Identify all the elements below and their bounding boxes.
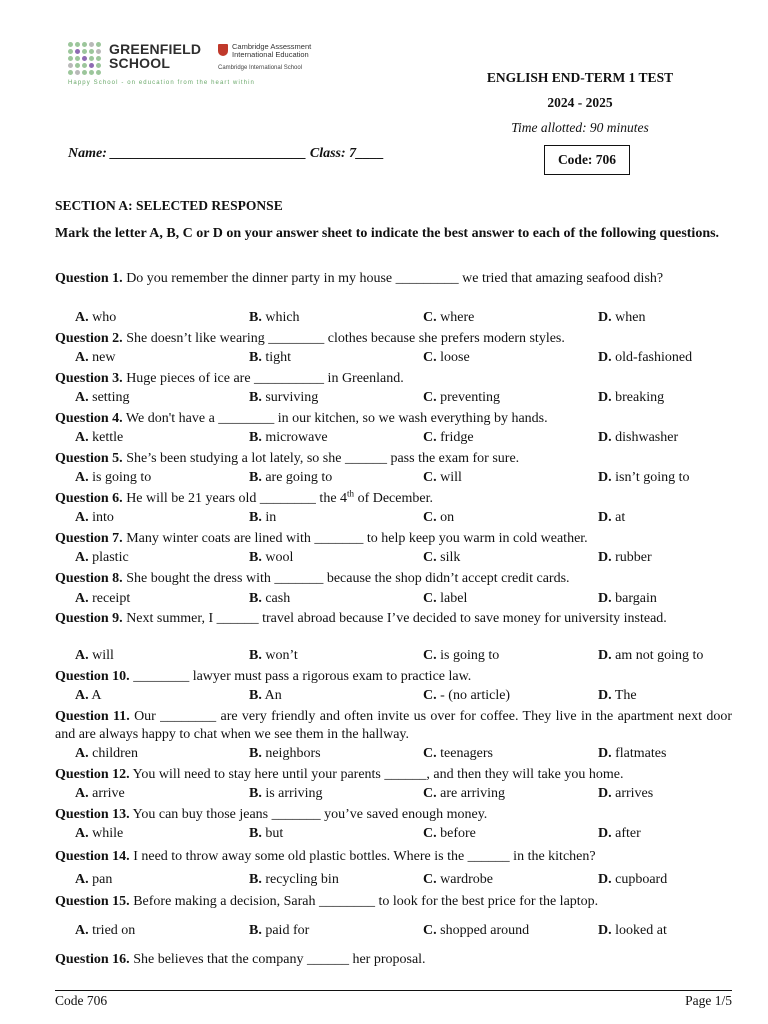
option-text: won’t (265, 648, 298, 663)
answer-option (249, 922, 309, 940)
option-letter: C. (423, 390, 437, 405)
code-box: Code: 706 (544, 145, 630, 175)
answer-option (423, 745, 493, 763)
answer-option (75, 509, 114, 527)
answer-option (423, 687, 510, 705)
option-letter: D. (598, 826, 612, 841)
answer-option (75, 590, 130, 608)
answer-option (249, 590, 290, 608)
option-text: teenagers (440, 746, 493, 761)
option-letter: B. (249, 430, 262, 445)
answer-option (598, 549, 652, 567)
option-letter: C. (423, 688, 437, 703)
question-label: Question 2. (55, 331, 123, 346)
question-5 (55, 450, 732, 468)
test-title: ENGLISH END-TERM 1 TEST (486, 70, 674, 85)
option-text: wardrobe (440, 872, 493, 887)
answer-option (423, 785, 505, 803)
section-title: SECTION A: SELECTED RESPONSE (55, 198, 283, 213)
option-text: before (440, 826, 476, 841)
option-letter: A. (75, 550, 89, 565)
answer-option (75, 785, 125, 803)
option-text: looked at (615, 923, 667, 938)
option-letter: B. (249, 550, 262, 565)
option-letter: A. (75, 591, 89, 606)
answer-options-15 (75, 922, 755, 940)
answer-options-3 (75, 389, 755, 407)
option-letter: C. (423, 470, 437, 485)
option-text: arrive (92, 786, 125, 801)
answer-options-6 (75, 509, 755, 527)
option-letter: B. (249, 688, 262, 703)
option-text: bargain (615, 591, 657, 606)
option-letter: A. (75, 746, 89, 761)
option-letter: B. (249, 786, 262, 801)
question-text: She bought the dress with _______ because the shop didn’t accept credit cards. (122, 571, 570, 586)
option-letter: C. (423, 872, 437, 887)
option-letter: A. (75, 470, 89, 485)
option-letter: B. (249, 826, 262, 841)
answer-option (249, 687, 282, 705)
option-letter: B. (249, 390, 262, 405)
question-label: Question 5. (55, 451, 123, 466)
answer-option (249, 871, 339, 889)
answer-option (423, 825, 476, 843)
question-text: She’s been studying a lot lately, so she ______ pass the exam for sure. (122, 451, 520, 466)
option-text: plastic (92, 550, 129, 565)
option-letter: B. (249, 872, 262, 887)
name-class-line: Name: ____________________________ Class: 7____ (68, 146, 385, 161)
school-logo-dots (68, 42, 104, 78)
option-letter: A. (75, 923, 89, 938)
option-letter: B. (249, 746, 262, 761)
question-text: She believes that the company ______ her proposal. (129, 952, 426, 967)
option-letter: D. (598, 648, 612, 663)
question-label: Question 15. (55, 894, 130, 909)
answer-options-1 (75, 309, 755, 327)
question-label: Question 13. (55, 807, 130, 822)
question-text: Do you remember the dinner party in my house _________ we tried that amazing seafood dish? (122, 271, 664, 286)
option-letter: A. (75, 430, 89, 445)
school-slogan: Happy School - on education from the heart within (68, 80, 255, 86)
question-15 (55, 893, 732, 911)
question-label: Question 7. (55, 531, 123, 546)
option-letter: C. (423, 310, 437, 325)
footer-code: Code 706 (55, 993, 108, 1008)
option-text: receipt (92, 591, 131, 606)
option-text: neighbors (265, 746, 321, 761)
option-text: will (440, 470, 462, 485)
option-text: am not going to (615, 648, 704, 663)
option-text: rubber (615, 550, 652, 565)
option-text: at (615, 510, 626, 525)
question-7 (55, 530, 732, 548)
option-text: into (92, 510, 114, 525)
option-letter: B. (249, 310, 262, 325)
school-year: 2024 - 2025 (547, 95, 613, 110)
answer-option (598, 509, 625, 527)
answer-options-13 (75, 825, 755, 843)
option-letter: D. (598, 390, 612, 405)
option-letter: D. (598, 310, 612, 325)
question-label: Question 6. (55, 491, 123, 506)
option-text: is arriving (265, 786, 323, 801)
answer-options-2 (75, 349, 755, 367)
option-text: silk (440, 550, 461, 565)
option-text: are going to (265, 470, 333, 485)
answer-option (249, 745, 321, 763)
answer-option (423, 647, 499, 665)
answer-option (598, 309, 645, 327)
option-letter: B. (249, 591, 262, 606)
option-letter: D. (598, 923, 612, 938)
option-text: setting (92, 390, 130, 405)
answer-options-5 (75, 469, 755, 487)
question-text: We don't have a ________ in our kitchen, so we wash everything by hands. (122, 411, 548, 426)
option-text: while (92, 826, 124, 841)
answer-option (75, 469, 151, 487)
cambridge-shield-icon (218, 44, 228, 56)
option-text: new (92, 350, 116, 365)
answer-option (598, 871, 667, 889)
footer-page-number: Page 1/5 (685, 993, 732, 1008)
option-text: are arriving (440, 786, 506, 801)
option-letter: A. (75, 310, 89, 325)
option-letter: A. (75, 648, 89, 663)
option-text: breaking (615, 390, 665, 405)
answer-options-10 (75, 687, 755, 705)
option-letter: D. (598, 550, 612, 565)
section-instruction: Mark the letter A, B, C or D on your answer sheet to indicate the best answer to each of the following questions. (55, 226, 720, 241)
option-text: - (no article) (440, 688, 511, 703)
question-label: Question 12. (55, 767, 130, 782)
option-text: The (614, 688, 637, 703)
option-text: old-fashioned (615, 350, 693, 365)
option-text: label (440, 591, 468, 606)
question-text: ________ lawyer must pass a rigorous exam to practice law. (129, 669, 472, 684)
answer-options-7 (75, 549, 755, 567)
option-letter: B. (249, 648, 262, 663)
time-allotted: Time allotted: 90 minutes (511, 120, 649, 135)
question-label: Question 1. (55, 271, 123, 286)
question-2 (55, 330, 732, 348)
option-text: but (265, 826, 284, 841)
option-letter: C. (423, 746, 437, 761)
answer-option (75, 429, 123, 447)
option-letter: D. (598, 350, 612, 365)
option-text: where (440, 310, 475, 325)
option-letter: A. (75, 786, 89, 801)
question-8 (55, 570, 732, 588)
answer-option (249, 429, 328, 447)
answer-option (75, 349, 115, 367)
option-letter: D. (598, 591, 612, 606)
option-text: wool (265, 550, 294, 565)
question-text: You will need to stay here until your parents ______, and then they will take you home. (129, 767, 624, 782)
answer-option (598, 429, 678, 447)
question-14 (55, 848, 732, 866)
option-letter: A. (75, 688, 89, 703)
question-label: Question 14. (55, 849, 130, 864)
question-11 (55, 708, 732, 744)
answer-options-4 (75, 429, 755, 447)
option-letter: B. (249, 470, 262, 485)
school-logo: GREENFIELD SCHOOL Cambridge Assessment International Education Cambridge International School Happy School - on education from the heart within (68, 41, 312, 86)
answer-options-14 (75, 871, 755, 889)
option-letter: D. (598, 872, 612, 887)
question-superscript: th (347, 488, 355, 499)
answer-option (75, 309, 116, 327)
option-text: recycling bin (265, 872, 339, 887)
option-text: arrives (615, 786, 654, 801)
answer-option (423, 590, 467, 608)
answer-option (75, 745, 138, 763)
option-text: microwave (265, 430, 328, 445)
answer-option (598, 389, 664, 407)
answer-option (598, 745, 666, 763)
option-letter: C. (423, 550, 437, 565)
answer-option (75, 549, 129, 567)
option-letter: C. (423, 430, 437, 445)
option-letter: A. (75, 510, 89, 525)
question-text: He will be 21 years old ________ the 4 (122, 491, 348, 506)
answer-option (598, 590, 657, 608)
answer-option (423, 922, 529, 940)
option-text: will (92, 648, 114, 663)
answer-option (598, 825, 641, 843)
answer-option (249, 549, 293, 567)
answer-option (75, 825, 123, 843)
option-text: when (615, 310, 646, 325)
option-text: after (615, 826, 641, 841)
option-letter: A. (75, 826, 89, 841)
option-text: pan (92, 872, 113, 887)
option-letter: C. (423, 923, 437, 938)
option-letter: B. (249, 350, 262, 365)
option-letter: D. (598, 510, 612, 525)
option-text: An (264, 688, 282, 703)
option-letter: D. (598, 746, 612, 761)
answer-option (249, 509, 276, 527)
answer-options-8 (75, 590, 755, 608)
option-text: children (92, 746, 138, 761)
answer-option (249, 469, 332, 487)
question-label: Question 8. (55, 571, 123, 586)
answer-option (423, 549, 460, 567)
option-text: on (440, 510, 455, 525)
answer-option (423, 469, 462, 487)
answer-option (249, 349, 291, 367)
answer-option (423, 389, 500, 407)
question-12 (55, 766, 732, 784)
option-letter: A. (75, 872, 89, 887)
question-text: She doesn’t like wearing ________ clothes because she prefers modern styles. (122, 331, 565, 346)
option-text: isn’t going to (615, 470, 690, 485)
answer-option (75, 389, 129, 407)
option-letter: C. (423, 648, 437, 663)
answer-option (598, 647, 703, 665)
answer-option (598, 785, 653, 803)
answer-option (423, 509, 454, 527)
answer-option (423, 429, 474, 447)
question-10 (55, 668, 732, 686)
answer-option (249, 389, 318, 407)
question-text: Next summer, I ______ travel abroad because I’ve decided to save money for university instead. (122, 611, 667, 626)
question-text-continued: of December. (354, 491, 433, 506)
option-text: cash (265, 591, 291, 606)
option-text: surviving (265, 390, 319, 405)
option-text: shopped around (440, 923, 530, 938)
question-label: Question 10. (55, 669, 130, 684)
option-text: dishwasher (615, 430, 679, 445)
option-letter: D. (598, 688, 612, 703)
option-text: preventing (440, 390, 500, 405)
option-letter: D. (598, 786, 612, 801)
option-text: tight (265, 350, 292, 365)
answer-option (598, 922, 667, 940)
question-6 (55, 490, 732, 508)
option-text: who (92, 310, 117, 325)
option-letter: C. (423, 510, 437, 525)
option-letter: C. (423, 786, 437, 801)
option-text: tried on (92, 923, 136, 938)
question-1 (55, 270, 732, 288)
answer-option (75, 647, 114, 665)
answer-option (598, 349, 692, 367)
question-text: Our ________ are very friendly and often invite us over for coffee. They live in the apartment next door and are always happy to chat when we see them in the hallway. (55, 709, 732, 742)
school-name: GREENFIELD SCHOOL (109, 41, 202, 71)
option-letter: C. (423, 350, 437, 365)
answer-option (598, 687, 637, 705)
question-label: Question 9. (55, 611, 123, 626)
answer-options-12 (75, 785, 755, 803)
answer-options-11 (75, 745, 755, 763)
answer-option (423, 871, 493, 889)
answer-options-9 (75, 647, 755, 665)
answer-option (249, 309, 300, 327)
question-label: Question 3. (55, 371, 123, 386)
answer-option (249, 785, 323, 803)
question-label: Question 11. (55, 709, 130, 724)
answer-option (75, 687, 101, 705)
option-text: in (265, 510, 277, 525)
question-16 (55, 951, 732, 969)
option-text: is going to (92, 470, 152, 485)
answer-option (423, 349, 470, 367)
option-text: kettle (92, 430, 124, 445)
answer-option (75, 871, 112, 889)
answer-option (249, 825, 283, 843)
question-13 (55, 806, 732, 824)
question-text: Huge pieces of ice are __________ in Greenland. (122, 371, 404, 386)
option-text: cupboard (615, 872, 668, 887)
question-text: Before making a decision, Sarah ________ to look for the best price for the laptop. (129, 894, 599, 909)
option-letter: C. (423, 826, 437, 841)
option-letter: A. (75, 390, 89, 405)
question-4 (55, 410, 732, 428)
question-text: Many winter coats are lined with _______ to help keep you warm in cold weather. (122, 531, 588, 546)
option-text: which (265, 310, 300, 325)
option-text: paid for (265, 923, 310, 938)
answer-option (75, 922, 135, 940)
option-letter: C. (423, 591, 437, 606)
option-text: is going to (440, 648, 500, 663)
question-3 (55, 370, 732, 388)
question-text: I need to throw away some old plastic bottles. Where is the ______ in the kitchen? (129, 849, 596, 864)
question-label: Question 16. (55, 952, 130, 967)
question-label: Question 4. (55, 411, 123, 426)
option-text: A (91, 688, 102, 703)
option-letter: D. (598, 470, 612, 485)
option-letter: A. (75, 350, 89, 365)
option-text: loose (440, 350, 470, 365)
question-text: You can buy those jeans _______ you’ve saved enough money. (129, 807, 488, 822)
answer-option (423, 309, 474, 327)
option-letter: B. (249, 923, 262, 938)
answer-option (598, 469, 690, 487)
option-text: flatmates (615, 746, 667, 761)
option-text: fridge (440, 430, 474, 445)
answer-option (249, 647, 298, 665)
option-letter: D. (598, 430, 612, 445)
footer-divider (55, 990, 732, 991)
option-letter: B. (249, 510, 262, 525)
question-9 (55, 610, 732, 628)
